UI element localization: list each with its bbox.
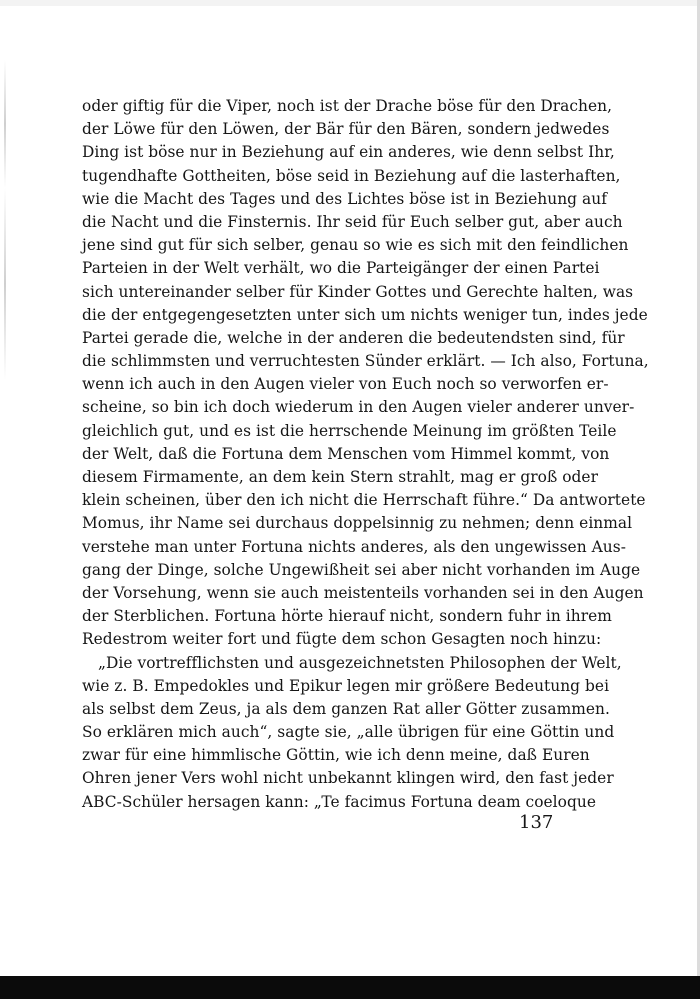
text-line: die der entgegengesetzten unter sich um nichts weniger tun, indes jede (82, 305, 648, 324)
scan-bottom-edge (0, 976, 700, 999)
scan-top-edge (0, 0, 700, 6)
text-line: sich untereinander selber für Kinder Gottes und Gerechte halten, was (82, 282, 634, 301)
text-line: oder giftig für die Viper, noch ist der Drache böse für den Drachen, (82, 97, 613, 115)
text-line: Partei gerade die, welche in der anderen die bedeutendsten sind, für (82, 328, 625, 347)
page-text-block (82, 95, 649, 814)
binding-marks (4, 60, 6, 380)
text-line: scheine, so bin ich doch wiederum in den Augen vieler anderer unver- (82, 398, 635, 417)
text-line: Redestrom weiter fort und fügte dem schon Gesagten noch hinzu: (82, 630, 602, 649)
text-line: wenn ich auch in den Augen vieler von Euch noch so verworfen er- (82, 375, 609, 394)
text-line: wie die Macht des Tages und des Lichtes böse ist in Beziehung auf (82, 189, 607, 208)
text-line: verstehe man unter Fortuna nichts anderes, als den ungewissen Aus- (82, 537, 626, 556)
text-line: So erklären mich auch“, sagte sie, „alle übrigen für eine Göttin und (82, 723, 615, 742)
text-line: „Die vortrefflichsten und ausgezeichnetsten Philosophen der Welt, (98, 653, 622, 672)
text-line: wie z. B. Empedokles und Epikur legen mir größere Bedeutung bei (82, 676, 610, 695)
page-number: 137 (519, 812, 554, 833)
text-line: die Nacht und die Finsternis. Ihr seid für Euch selber gut, aber auch (82, 212, 623, 231)
text-line: Parteien in der Welt verhält, wo die Parteigänger der einen Partei (82, 259, 600, 278)
text-line: der Löwe für den Löwen, der Bär für den Bären, sondern jedwedes (82, 120, 610, 139)
text-line: ABC-Schüler hersagen kann: „Te facimus Fortuna deam coeloque (82, 792, 596, 811)
text-line: als selbst dem Zeus, ja als dem ganzen Rat aller Götter zusammen. (82, 699, 610, 718)
text-line: zwar für eine himmlische Göttin, wie ich denn meine, daß Euren (82, 746, 590, 765)
text-line: klein scheinen, über den ich nicht die Herrschaft führe.“ Da antwortete (82, 491, 646, 510)
text-line: Ohren jener Vers wohl nicht unbekannt klingen wird, den fast jeder (82, 769, 614, 788)
text-line: jene sind gut für sich selber, genau so wie es sich mit den feindlichen (82, 236, 629, 255)
text-line: der Vorsehung, wenn sie auch meistenteils vorhanden sei in den Augen (82, 583, 644, 602)
text-line: Momus, ihr Name sei durchaus doppelsinnig zu nehmen; denn einmal (82, 514, 633, 533)
text-line: gang der Dinge, solche Ungewißheit sei aber nicht vorhanden im Auge (82, 560, 641, 579)
text-line: der Sterblichen. Fortuna hörte hierauf nicht, sondern fuhr in ihrem (82, 607, 612, 626)
text-line: gleichlich gut, und es ist die herrschende Meinung im größten Teile (82, 421, 617, 440)
text-line: der Welt, daß die Fortuna dem Menschen vom Himmel kommt, von (82, 444, 610, 463)
text-line: Ding ist böse nur in Beziehung auf ein anderes, wie denn selbst Ihr, (82, 143, 615, 162)
text-line: die schlimmsten und verruchtesten Sünder erklärt. — Ich also, Fortuna, (82, 352, 649, 371)
text-line: tugendhafte Gottheiten, böse seid in Beziehung auf die lasterhaften, (82, 166, 621, 185)
text-line: diesem Firmamente, an dem kein Stern strahlt, mag er groß oder (82, 468, 599, 486)
